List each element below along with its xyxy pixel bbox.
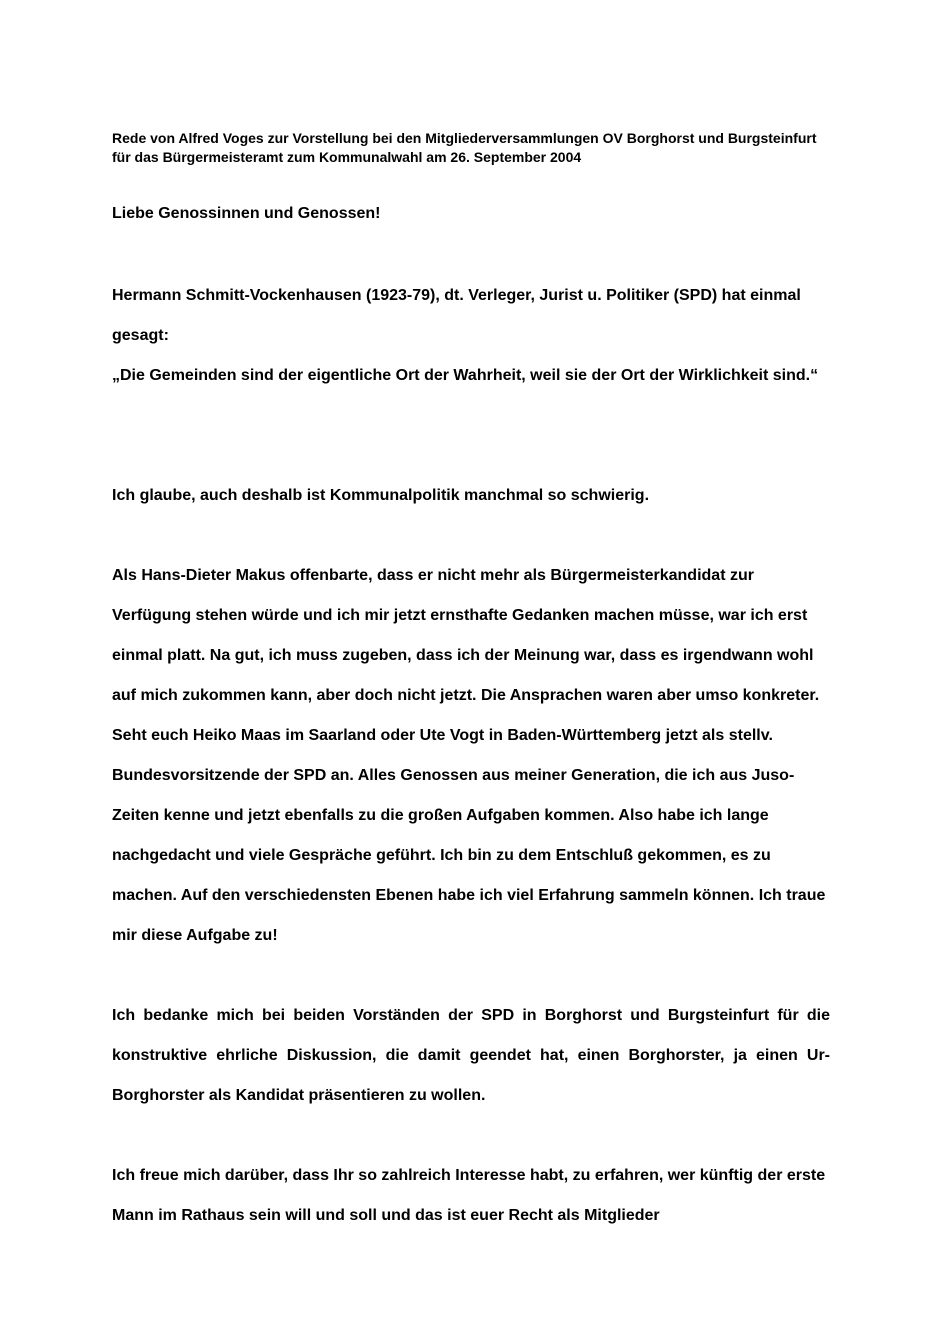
paragraph: Als Hans-Dieter Makus offenbarte, dass er nicht mehr als Bürgermeisterkandidat zur Verfügung stehen würde und ich mir jetzt ernsthafte Gedanken machen müsse, war ich erst einmal platt. Na gut, ich muss zugeben, dass ich der Meinung war, dass es irgendwann wohl auf mich zukommen kann, aber doch nicht jetzt. Die Ansprachen waren aber umso konkreter. Seht euch Heiko Maas im Saarland oder Ute Vogt in Baden-Württemberg jetzt als stellv. Bundesvorsitzende der SPD an. Alles Genossen aus meiner Generation, die ich aus Juso-Zeiten kenne und jetzt ebenfalls zu die großen Aufgaben kommen. Also habe ich lange nachgedacht und viele Gespräche geführt. Ich bin zu dem Entschluß gekommen, es zu machen. Auf den verschiedensten Ebenen habe ich viel Erfahrung sammeln können. Ich traue mir diese Aufgabe zu! (112, 567, 826, 944)
greeting: Liebe Genossinnen und Genossen! (112, 205, 381, 222)
quote-introduction: Hermann Schmitt-Vockenhausen (1923-79), dt. Verleger, Jurist u. Politiker (SPD) hat einmal gesagt: (112, 287, 801, 344)
document-title: Rede von Alfred Voges zur Vorstellung bei den Mitgliederversammlungen OV Borghorst und Burgsteinfurt für das Bürgermeisteramt zum Kommunalwahl am 26. September 2004 (112, 130, 817, 165)
paragraph: Ich freue mich darüber, dass Ihr so zahlreich Interesse habt, zu erfahren, wer künftig der erste Mann im Rathaus sein will und soll und das ist euer Recht als Mitglieder (112, 1167, 826, 1224)
quote: „Die Gemeinden sind der eigentliche Ort der Wahrheit, weil sie der Ort der Wirklichkeit sind.“ (112, 367, 819, 384)
paragraph: Ich bedanke mich bei beiden Vorständen der SPD in Borghorst und Burgsteinfurt für die konstruktive ehrliche Diskussion, die damit geendet hat, einen Borghorster, ja einen Ur-Borghorster als Kandidat präsentieren zu wollen. (112, 1007, 830, 1104)
paragraph: Ich glaube, auch deshalb ist Kommunalpolitik manchmal so schwierig. (112, 487, 650, 504)
